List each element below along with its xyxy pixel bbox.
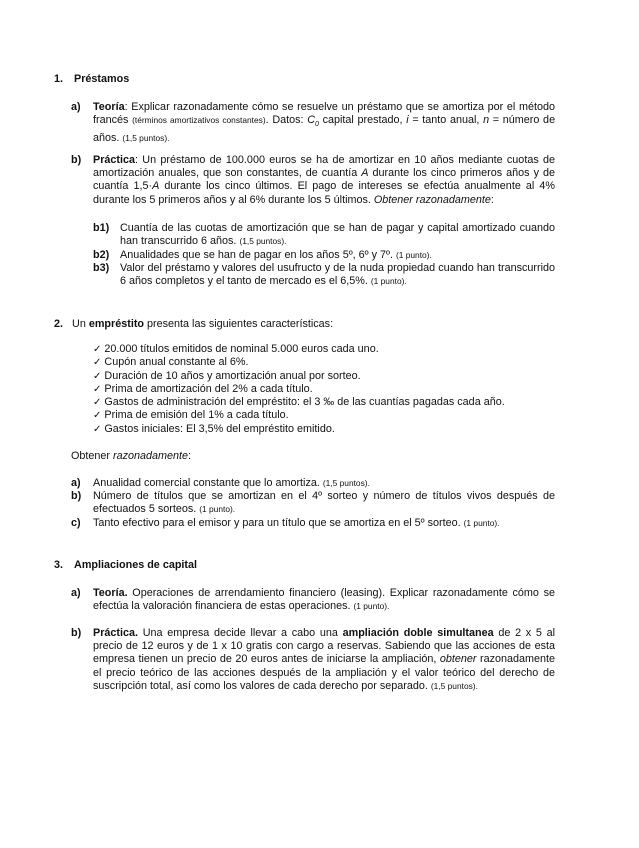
s1-a-text1: : Explicar razonadamente cómo se resuelve un préstamo que se amortiza por el método francés — [93, 101, 555, 127]
s3-b-text1: Una empresa decide llevar a cabo una — [142, 627, 338, 639]
s2-c-points: (1 punto). — [463, 518, 500, 528]
s2-razonadamente: razonadamente — [113, 450, 189, 462]
section-1-number: 1. — [54, 73, 64, 85]
check-icon: ✓ — [93, 357, 102, 369]
s2-b-label: b) — [71, 490, 82, 502]
s3-b-text3: razonadamente el precio teórico de las acciones después de la ampliación y el valor teórico del derecho de suscripción total, así como los valores de cada derecho por separado. — [93, 653, 556, 692]
s1-b2-points: (1 punto). — [395, 250, 432, 260]
s1-b3-label: b3) — [93, 262, 110, 274]
s1-b-term: Práctica — [93, 154, 136, 166]
s1-b2-label: b2) — [93, 249, 110, 261]
s1-a-paren: (términos amortizativos constantes) — [132, 115, 266, 126]
s1-b1-points: (1,5 puntos). — [239, 236, 287, 247]
check-icon: ✓ — [93, 423, 102, 435]
s2-b-points: (1 punto). — [199, 504, 236, 515]
s1-b-text3: durante los cinco últimos. El pago de intereses se efectúa anualmente al 4% durante los 5 primeros años y al 6% durante los 5 últimos. — [93, 180, 556, 206]
s1-b-colon: : — [490, 193, 494, 206]
list-item — [93, 370, 563, 383]
s2-a-body: Anualidad comercial constante que lo amortiza. — [93, 477, 320, 489]
s2-a-text — [93, 477, 555, 490]
s2-b-text — [93, 490, 555, 516]
list-item — [93, 356, 563, 369]
s3-b-points: (1,5 puntos). — [430, 680, 478, 691]
s1-b-text1: : Un préstamo de 100.000 euros se ha de amortizar en 10 años mediante cuotas de amortización anuales, que son constantes, de cuantía — [93, 154, 555, 180]
s2-obtener: Obtener — [71, 450, 111, 462]
check-icon: ✓ — [93, 344, 102, 355]
section-3-heading — [54, 559, 197, 572]
s3-b-text2: de 2 x 5 al precio de 12 euros y de 1 x 10 gratis con cargo a reservas. Sabiendo que las acciones de esta empresa tienen un precio de 20 euros antes de iniciarse la ampliación, — [93, 627, 556, 666]
s1-b1-label: b1) — [93, 222, 110, 234]
s2-intro-text2: presenta las siguientes características: — [147, 318, 334, 330]
s2-c-body: Tanto efectivo para el emisor y para un título que se amortiza en el 5º sorteo. — [93, 517, 461, 529]
list-item — [93, 343, 563, 356]
s3-b-term: Práctica. — [93, 627, 139, 639]
s1-a-nvar: n — [483, 114, 490, 127]
s2-c-text — [93, 517, 563, 530]
s1-a-label: a) — [71, 101, 81, 113]
s1-b1-text — [120, 222, 555, 248]
s1-b3-body: Valor del préstamo y valores del usufructo y de la nuda propiedad cuando han transcurrido 6 años completos y el tanto de mercado es el 6,5%. — [120, 262, 555, 288]
s3-a-points: (1 punto). — [353, 601, 390, 612]
s2-colon: : — [188, 450, 192, 462]
s3-b-paragraph — [93, 627, 555, 693]
s1-a-c0-sub: 0 — [315, 121, 319, 129]
s3-a-label: a) — [71, 587, 81, 599]
s1-a-points: (1,5 puntos). — [122, 132, 170, 143]
s3-a-paragraph — [93, 587, 555, 613]
s2-intro-bold: empréstito — [88, 318, 145, 330]
s1-a-c0: C — [307, 114, 316, 127]
list-item — [93, 383, 563, 396]
s1-a-term: Teoría — [93, 101, 125, 113]
bullet-text: Prima de amortización del 2% a cada título. — [104, 382, 313, 395]
s1-b-label: b) — [71, 154, 82, 166]
s2-obtener-line — [71, 450, 191, 463]
s1-b3-points: (1 punto). — [370, 276, 407, 287]
check-icon: ✓ — [93, 410, 102, 422]
s1-b1-body: Cuantía de las cuotas de amortización que se han de pagar y capital amortizado cuando han transcurrido 6 años. — [120, 222, 555, 248]
s1-a-paragraph — [93, 101, 555, 145]
s2-a-points: (1,5 puntos). — [322, 478, 370, 488]
check-icon: ✓ — [93, 370, 102, 382]
s1-b2-text — [120, 249, 555, 262]
s2-intro-text1: Un — [72, 318, 86, 330]
s1-a-text4: = tanto anual, — [412, 114, 480, 127]
s1-b2-body: Anualidades que se han de pagar en los años 5º, 6º y 7º. — [120, 249, 393, 261]
section-3-title: Ampliaciones de capital — [74, 559, 198, 571]
section-3-number: 3. — [54, 559, 64, 571]
s3-b-label: b) — [71, 627, 82, 639]
s2-c-label: c) — [71, 517, 81, 529]
check-icon: ✓ — [93, 383, 102, 395]
bullet-text: Gastos de administración del empréstito: el 3 ‰ de las cuantías pagadas cada año. — [104, 396, 505, 409]
s1-b-paragraph — [93, 154, 555, 207]
bullet-text: 20.000 títulos emitidos de nominal 5.000 euros cada uno. — [104, 343, 379, 355]
section-1-heading — [54, 73, 129, 86]
s3-a-body: Operaciones de arrendamiento financiero (leasing). Explicar razonadamente cómo se efectúa la valoración financiera de estas operaciones. — [93, 587, 556, 613]
list-item — [93, 423, 563, 436]
section-1-title: Préstamos — [74, 73, 130, 85]
bullet-text: Prima de emisión del 1% a cada título. — [104, 409, 289, 422]
section-2-number: 2. — [54, 318, 64, 330]
s1-b3-text — [120, 262, 555, 288]
s1-a-ivar: i — [406, 114, 409, 127]
s1-b-A2: A — [152, 180, 160, 193]
s1-a-text5: = número de años. — [93, 114, 556, 144]
s1-b-text2: durante los cinco primeros años y de cuantía 1,5· — [93, 167, 556, 193]
s2-b-body: Número de títulos que se amortizan en el 4º sorteo y número de títulos vivos después de efectuados 5 sorteos. — [93, 490, 555, 516]
s1-b-obtener: Obtener razonadamente — [373, 193, 491, 206]
s3-b-obtener: obtener — [439, 653, 477, 666]
s1-a-text3: capital prestado, — [322, 114, 403, 127]
s1-b-A1: A — [361, 167, 369, 180]
s3-b-bold: ampliación doble simultanea — [342, 627, 494, 639]
s2-bullet-list — [93, 343, 563, 436]
bullet-text: Gastos iniciales: El 3,5% del empréstito emitido. — [104, 422, 335, 435]
bullet-text: Duración de 10 años y amortización anual por sorteo. — [104, 369, 361, 382]
bullet-text: Cupón anual constante al 6%. — [104, 356, 249, 369]
s3-a-term: Teoría. — [93, 587, 128, 599]
s1-a-text2: . Datos: — [265, 114, 304, 127]
section-2-intro — [54, 318, 333, 331]
check-icon: ✓ — [93, 397, 102, 409]
list-item — [93, 409, 563, 422]
s2-a-label: a) — [71, 477, 81, 489]
list-item — [93, 396, 563, 409]
